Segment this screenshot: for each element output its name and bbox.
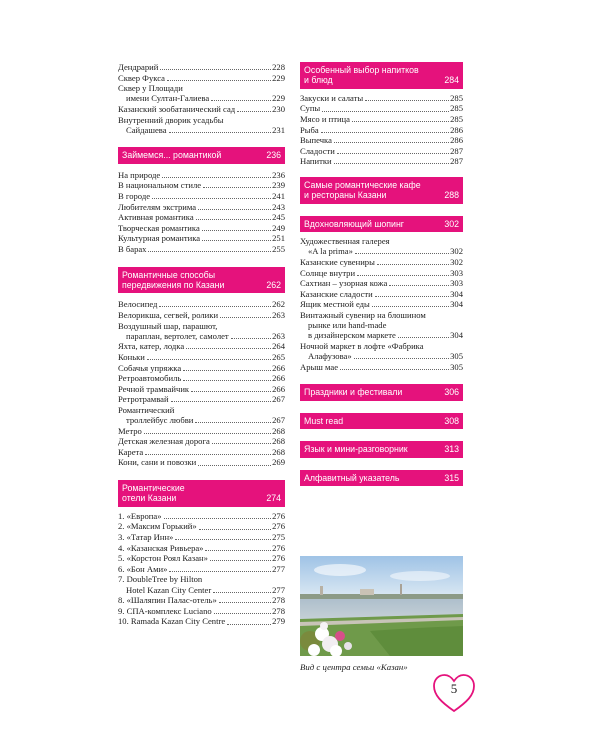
toc-entry-title: Сахтиан – узорная кожа — [300, 278, 388, 289]
dot-leader — [340, 369, 449, 370]
dot-leader — [365, 100, 449, 101]
toc-entry — [118, 363, 285, 374]
dot-leader — [152, 198, 271, 199]
toc-entry-title: Арыш мае — [300, 361, 339, 372]
toc-entry — [300, 103, 463, 114]
toc-entry-multiline — [300, 341, 463, 362]
dot-leader — [355, 253, 449, 254]
toc-entry-page: 303 — [450, 278, 463, 289]
toc-entry — [118, 606, 285, 617]
toc-entry-page: 286 — [450, 135, 463, 146]
toc-entry-title-line: в дизайнерском маркете — [308, 330, 396, 341]
section-header — [300, 177, 463, 204]
toc-entry-page: 262 — [272, 299, 285, 310]
toc-entry — [300, 146, 463, 157]
toc-entry-page: 267 — [272, 415, 285, 426]
toc-entry-last-line — [300, 351, 463, 362]
page-number: 5 — [450, 681, 458, 696]
dot-leader — [175, 539, 271, 540]
toc-entry — [118, 341, 285, 352]
toc-entry — [118, 426, 285, 437]
toc-entry-title: Сладости — [300, 145, 335, 156]
toc-entry — [118, 310, 285, 321]
dot-leader — [198, 465, 271, 466]
dot-leader — [219, 602, 271, 603]
toc-entry — [118, 223, 285, 234]
toc-entry-multiline — [300, 236, 463, 257]
dot-leader — [195, 422, 271, 423]
toc-entry-multiline — [118, 321, 285, 342]
toc-entry-title: Велосипед — [118, 299, 158, 310]
toc-entry — [118, 521, 285, 532]
toc-entry-title: 6. «Бон Ами» — [118, 563, 168, 574]
toc-list — [118, 104, 285, 115]
toc-entry-page: 239 — [272, 180, 285, 191]
toc-entry-title: В национальном стиле — [118, 180, 202, 191]
toc-entry-title-line: парaплан, вертолет, самолет — [126, 330, 229, 341]
toc-entry — [118, 62, 285, 73]
toc-left-column — [118, 62, 285, 627]
toc-entry-title: Любителям экстрима — [118, 201, 197, 212]
toc-entry-title-line: Сквер у Площади — [118, 83, 183, 94]
toc-entry-title-line: рынке или hand-made — [308, 320, 387, 331]
toc-entry-page: 277 — [272, 584, 285, 595]
toc-entry-page: 302 — [450, 246, 463, 257]
toc-entry-title: Творческая романтика — [118, 222, 200, 233]
toc-entry-page: 285 — [450, 114, 463, 124]
dot-leader — [167, 80, 271, 81]
dot-leader — [183, 380, 271, 381]
section-title: Романтические — [122, 483, 185, 494]
toc-entry — [118, 299, 285, 310]
toc-entry-page: 231 — [272, 124, 285, 135]
toc-entry-page: 287 — [450, 156, 463, 167]
toc-entry-page: 285 — [450, 103, 463, 114]
dot-leader — [231, 338, 271, 339]
toc-entry — [118, 191, 285, 202]
toc-entry-last-line — [118, 331, 285, 342]
toc-entry-last-line — [118, 585, 285, 596]
toc-entry-page: 229 — [272, 72, 285, 83]
toc-entry-last-line — [118, 93, 285, 104]
toc-entry-last-line — [118, 125, 285, 136]
toc-entry-title-line: 7. DoubleTree by Hilton — [118, 574, 203, 585]
toc-entry-title-line: «A la prima» — [308, 246, 353, 257]
toc-entry-page: 304 — [450, 330, 463, 341]
toc-entry-page: 266 — [272, 373, 285, 384]
dot-leader — [198, 209, 271, 210]
toc-entry-page: 285 — [450, 92, 463, 103]
dot-leader — [160, 69, 271, 70]
toc-entry-title: Рыба — [300, 124, 319, 135]
toc-entry-title-line: Ночной маркет в лофте «Фабрика — [300, 340, 424, 351]
toc-entry — [118, 532, 285, 543]
toc-entry-title-line: Внутренний дворик усадьбы — [118, 114, 224, 125]
section-page: 306 — [444, 387, 459, 398]
section-page: 302 — [444, 218, 459, 229]
section-header — [300, 413, 463, 429]
dot-leader — [159, 306, 271, 307]
toc-entry-page: 279 — [272, 616, 285, 627]
toc-entry-title: Дендрарий — [118, 62, 159, 72]
section-page: 313 — [444, 444, 459, 455]
toc-entry — [118, 447, 285, 458]
toc-entry — [300, 156, 463, 167]
toc-entry-multiline — [118, 115, 285, 136]
toc-entry — [118, 436, 285, 447]
dot-leader — [211, 100, 271, 101]
dot-leader — [199, 529, 271, 530]
toc-entry-title: Казанский зообатанический сад — [118, 103, 236, 114]
toc-entry-page: 268 — [272, 436, 285, 447]
dot-leader — [205, 550, 271, 551]
toc-entry — [118, 104, 285, 115]
toc-entry — [118, 564, 285, 575]
toc-right-column — [300, 62, 463, 486]
toc-entry-title-line: Художественная галерея — [300, 236, 390, 247]
toc-entry-title: Кони, сани и повозки — [118, 457, 197, 468]
toc-entry — [300, 135, 463, 146]
toc-entry-title-line: Алафузова» — [308, 351, 352, 362]
toc-entry-title-line: Винтажный сувенир на блошином — [300, 309, 426, 320]
toc-list — [118, 62, 285, 83]
dot-leader — [213, 592, 271, 593]
toc-entry — [118, 384, 285, 395]
toc-entry-page: 267 — [272, 394, 285, 405]
dot-leader — [334, 163, 449, 164]
toc-entry-page: 305 — [450, 351, 463, 362]
section-header — [118, 480, 285, 507]
dot-leader — [144, 433, 271, 434]
section-page: 288 — [444, 190, 459, 201]
dot-leader — [183, 370, 271, 371]
toc-entry-title: Выпечка — [300, 135, 332, 146]
section-title: отели Казани — [122, 493, 177, 504]
toc-entry-page: 276 — [272, 542, 285, 553]
section-header — [300, 441, 463, 457]
dot-leader — [357, 275, 449, 276]
dot-leader — [202, 240, 271, 241]
dot-leader — [162, 177, 271, 178]
section-header — [300, 216, 463, 232]
toc-entry-title: Активная романтика — [118, 212, 194, 223]
toc-entry-title: Ящик местной еды — [300, 299, 370, 310]
dot-leader — [145, 454, 271, 455]
toc-entry — [300, 289, 463, 300]
toc-entry-page: 263 — [272, 330, 285, 341]
city-photo — [300, 556, 463, 656]
dot-leader — [375, 296, 449, 297]
toc-entry — [118, 233, 285, 244]
toc-entry-page: 304 — [450, 299, 463, 310]
toc-entry — [118, 616, 285, 627]
toc-list — [300, 93, 463, 167]
toc-entry-page: 241 — [272, 190, 285, 201]
toc-entry-page: 302 — [450, 256, 463, 267]
toc-entry-title: 2. «Максим Горький» — [118, 521, 197, 532]
toc-entry-page: 266 — [272, 362, 285, 373]
toc-entry — [118, 73, 285, 84]
toc-entry — [300, 114, 463, 125]
toc-entry-title-line: Сайдашева — [126, 124, 167, 135]
toc-entry — [118, 543, 285, 554]
section-title: Алфавитный указатель — [304, 472, 400, 483]
toc-list — [300, 362, 463, 373]
toc-entry — [118, 352, 285, 363]
toc-entry-page: 263 — [272, 309, 285, 320]
toc-entry — [118, 373, 285, 384]
toc-list — [118, 511, 285, 575]
toc-entry-title: Сквер Фукса — [118, 72, 165, 83]
dot-leader — [212, 443, 271, 444]
toc-entry — [300, 257, 463, 268]
toc-list — [118, 426, 285, 468]
toc-entry-page: 236 — [272, 169, 285, 180]
section-header — [300, 470, 463, 486]
section-page: 284 — [444, 75, 459, 86]
section-title: и блюд — [304, 75, 333, 86]
toc-entry-page: 243 — [272, 201, 285, 212]
dot-leader — [398, 337, 449, 338]
section-title: Романтичные способы — [122, 269, 216, 280]
toc-entry-page: 266 — [272, 383, 285, 394]
dot-leader — [169, 571, 271, 572]
toc-entry-page: 276 — [272, 553, 285, 564]
toc-entry-last-line — [118, 415, 285, 426]
toc-entry-title-line: троллейбус любви — [126, 415, 194, 426]
toc-entry-page: 251 — [272, 233, 285, 244]
section-title: и рестораны Казани — [304, 190, 387, 201]
toc-entry-page: 286 — [450, 124, 463, 135]
dot-leader — [337, 153, 449, 154]
dot-leader — [202, 230, 271, 231]
dot-leader — [196, 219, 271, 220]
toc-entry-title: Напитки — [300, 156, 332, 167]
toc-entry-page: 287 — [450, 145, 463, 156]
section-page: 262 — [266, 279, 281, 290]
dot-leader — [372, 306, 449, 307]
toc-entry-title: Яхта, катер, лодка — [118, 341, 185, 352]
toc-entry-last-line — [300, 246, 463, 257]
dot-leader — [322, 111, 449, 112]
toc-entry-title: Велорикша, сегвей, ролики — [118, 309, 219, 320]
toc-entry-page: 255 — [272, 243, 285, 254]
toc-entry — [118, 212, 285, 223]
toc-entry — [118, 244, 285, 255]
dot-leader — [352, 121, 449, 122]
toc-list — [118, 595, 285, 627]
toc-entry-title: 5. «Корстон Роял Казан» — [118, 553, 208, 564]
toc-entry-title: 4. «Казанская Ривьера» — [118, 542, 204, 553]
toc-entry-title: 1. «Европа» — [118, 510, 162, 521]
toc-entry — [300, 93, 463, 104]
toc-entry-page: 305 — [450, 361, 463, 372]
section-title: Вдохновляющий шопинг — [304, 218, 405, 229]
toc-entry — [300, 362, 463, 373]
dot-leader — [227, 624, 271, 625]
toc-entry-page: 278 — [272, 595, 285, 606]
dot-leader — [321, 132, 449, 133]
section-page: 315 — [444, 472, 459, 483]
toc-entry-page: 278 — [272, 605, 285, 616]
section-title: Займемся... романтикой — [122, 150, 222, 161]
toc-entry-page: 275 — [272, 532, 285, 543]
toc-entry-page: 230 — [272, 103, 285, 114]
dot-leader — [171, 401, 272, 402]
toc-entry-title: Солнце внутри — [300, 267, 356, 278]
dot-leader — [389, 285, 449, 286]
toc-entry-title: Собачья упряжка — [118, 362, 182, 373]
toc-entry-multiline — [118, 405, 285, 426]
toc-entry-page: 304 — [450, 288, 463, 299]
toc-list — [300, 257, 463, 310]
toc-entry-title: Супы — [300, 103, 321, 114]
section-page: 274 — [266, 493, 281, 504]
toc-entry-page: 269 — [272, 457, 285, 468]
section-title: передвижения по Казани — [122, 279, 225, 290]
section-title: Самые романтические кафе — [304, 179, 421, 190]
toc-entry-page: 276 — [272, 521, 285, 532]
toc-entry — [118, 202, 285, 213]
section-title: Особенный выбор напитков — [304, 65, 419, 75]
toc-entry-title: Метро — [118, 425, 142, 436]
toc-entry-title-line: Романтический — [118, 404, 175, 415]
toc-entry — [300, 278, 463, 289]
toc-entry-page: 268 — [272, 446, 285, 457]
toc-entry-title: Казанские сувениры — [300, 256, 375, 267]
toc-entry — [300, 299, 463, 310]
dot-leader — [210, 560, 271, 561]
toc-entry-multiline — [118, 83, 285, 104]
section-header — [300, 62, 463, 89]
toc-entry — [118, 457, 285, 468]
dot-leader — [354, 358, 449, 359]
dot-leader — [334, 142, 449, 143]
dot-leader — [164, 518, 272, 519]
toc-entry — [300, 125, 463, 136]
toc-entry-title: Детская железная дорога — [118, 436, 210, 447]
section-header — [118, 147, 285, 163]
toc-entry-title: Ретроавтомобиль — [118, 373, 182, 384]
section-title: Язык и мини-разговорник — [304, 444, 408, 455]
toc-entry-page: 228 — [272, 62, 285, 72]
section-page: 236 — [266, 150, 281, 161]
toc-entry-page: 249 — [272, 222, 285, 233]
toc-entry — [300, 268, 463, 279]
dot-leader — [169, 132, 272, 133]
toc-entry-title: 9. СПА-комплекс Luciano — [118, 605, 212, 616]
toc-entry-page: 245 — [272, 212, 285, 223]
toc-entry-title: Культурная романтика — [118, 233, 201, 244]
toc-entry-title-line: имени Султан-Галиева — [126, 93, 210, 104]
dot-leader — [203, 187, 271, 188]
toc-entry-title: В барах — [118, 243, 147, 254]
dot-leader — [220, 317, 271, 318]
section-title: Must read — [304, 415, 344, 426]
toc-entry — [118, 394, 285, 405]
toc-list — [118, 341, 285, 405]
toc-entry-page: 303 — [450, 267, 463, 278]
toc-entry-title: В городе — [118, 190, 151, 201]
toc-entry-page: 265 — [272, 351, 285, 362]
toc-entry — [118, 180, 285, 191]
toc-entry-multiline — [118, 574, 285, 595]
section-header — [118, 267, 285, 294]
toc-entry — [118, 553, 285, 564]
dot-leader — [191, 391, 271, 392]
toc-list — [118, 299, 285, 320]
toc-entry-page: 264 — [272, 341, 285, 352]
toc-entry-title-line: Hotel Kazan City Center — [126, 584, 212, 595]
toc-entry-page: 268 — [272, 425, 285, 436]
toc-entry-last-line — [300, 330, 463, 341]
toc-entry-title: Ретротрамвай — [118, 394, 169, 405]
photo-caption: Вид с центра семьи «Казан» — [300, 662, 408, 672]
toc-entry-page: 276 — [272, 510, 285, 521]
dot-leader — [237, 111, 271, 112]
toc-entry-page: 229 — [272, 93, 285, 104]
toc-entry-title: Мясо и птица — [300, 114, 350, 124]
toc-entry-title: Коньки — [118, 351, 145, 362]
toc-entry-multiline — [300, 310, 463, 341]
toc-entry — [118, 511, 285, 522]
toc-list — [118, 170, 285, 255]
toc-entry-title: 10. Ramada Kazan City Centre — [118, 616, 226, 627]
toc-entry-title: На природе — [118, 169, 161, 180]
toc-entry-title: 3. «Татар Инн» — [118, 532, 174, 543]
toc-entry — [118, 595, 285, 606]
dot-leader — [377, 264, 449, 265]
toc-entry — [118, 170, 285, 181]
section-title: Праздники и фестивали — [304, 387, 403, 398]
toc-entry-title: Карета — [118, 446, 144, 457]
dot-leader — [147, 359, 271, 360]
dot-leader — [214, 613, 271, 614]
toc-entry-title-line: Воздушный шар, парашют, — [118, 320, 218, 331]
toc-entry-title: 8. «Шаляпин Палас-отель» — [118, 595, 217, 606]
toc-entry-title: Закуски и салаты — [300, 92, 364, 103]
section-header — [300, 384, 463, 400]
toc-entry-title: Речной трамвайчик — [118, 383, 190, 394]
toc-entry-title: Казанские сладости — [300, 288, 373, 299]
toc-entry-page: 277 — [272, 563, 285, 574]
dot-leader — [148, 251, 271, 252]
dot-leader — [186, 348, 271, 349]
section-page: 308 — [444, 415, 459, 426]
